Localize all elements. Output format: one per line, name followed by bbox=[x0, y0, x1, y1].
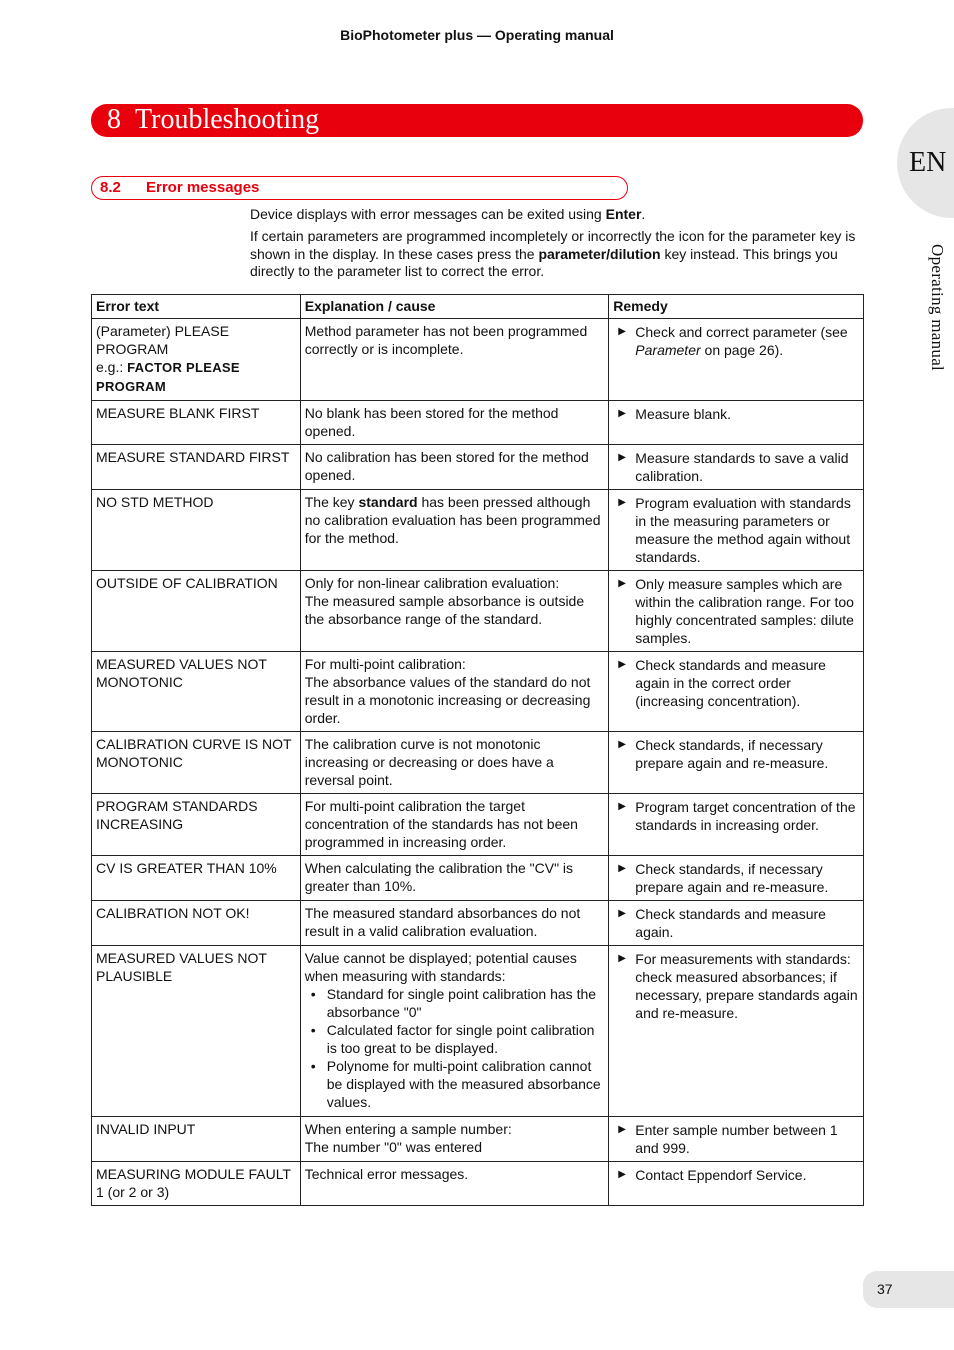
remedy-cell: ▶ Check standards and measure again. bbox=[609, 901, 864, 946]
standard-key-label: standard bbox=[358, 494, 418, 510]
table-row bbox=[92, 856, 864, 901]
example-display-text: FACTOR PLEASE PROGRAM bbox=[96, 360, 240, 394]
error-messages-table bbox=[91, 294, 864, 1206]
error-cell: NO STD METHOD bbox=[92, 490, 301, 571]
header-error-text: Error text bbox=[92, 295, 301, 319]
bullet-icon: • bbox=[310, 1022, 316, 1038]
table-row bbox=[92, 901, 864, 946]
remedy-cell: ▶ Measure standards to save a valid calibration. bbox=[609, 445, 864, 490]
header-remedy: Remedy bbox=[609, 295, 864, 319]
chapter-title-bar bbox=[91, 104, 863, 137]
table-row bbox=[92, 652, 864, 732]
remedy-cell: ▶ Only measure samples which are within the calibration range. For too highly concentrated samples: dilute samples. bbox=[609, 571, 864, 652]
enter-key-label: Enter bbox=[605, 206, 642, 222]
header-explanation: Explanation / cause bbox=[300, 295, 609, 319]
list-item: • Calculated factor for single point calibration is too great to be displayed. bbox=[310, 1022, 595, 1056]
arrow-right-icon: ▶ bbox=[618, 408, 626, 419]
explanation-cell: The measured standard absorbances do not result in a valid calibration evaluation. bbox=[300, 901, 609, 946]
section-number: 8.2 bbox=[100, 179, 121, 196]
remedy-cell: ▶ Check standards and measure again in the correct order (increasing concentration). bbox=[609, 652, 864, 732]
remedy-cell: ▶ Check standards, if necessary prepare again and re-measure. bbox=[609, 856, 864, 901]
table-row bbox=[92, 946, 864, 1117]
remedy-cell: ▶ Enter sample number between 1 and 999. bbox=[609, 1117, 864, 1162]
error-cell: MEASURE BLANK FIRST bbox=[92, 401, 301, 445]
explanation-cell: For multi-point calibration the target concentration of the standards has not been programmed in increasing order. bbox=[300, 794, 609, 856]
remedy-cell: ▶ Program target concentration of the standards in increasing order. bbox=[609, 794, 864, 856]
arrow-right-icon: ▶ bbox=[618, 1124, 626, 1135]
explanation-cell: The calibration curve is not monotonic increasing or decreasing or does have a reversal point. bbox=[300, 732, 609, 794]
error-cell: CALIBRATION NOT OK! bbox=[92, 901, 301, 946]
intro-paragraph-1: Device displays with error messages can be exited using Enter. bbox=[250, 206, 646, 222]
parameter-key-label: parameter/dilution bbox=[538, 245, 661, 262]
remedy-cell: ▶ Measure blank. bbox=[609, 401, 864, 445]
table-row bbox=[92, 401, 864, 445]
table-row bbox=[92, 490, 864, 571]
language-tab-label: EN bbox=[909, 147, 947, 178]
arrow-right-icon: ▶ bbox=[618, 953, 626, 964]
chapter-title: Troubleshooting bbox=[135, 104, 320, 135]
table-row bbox=[92, 732, 864, 794]
bullet-icon: • bbox=[310, 1058, 316, 1074]
arrow-right-icon: ▶ bbox=[618, 739, 626, 750]
bullet-icon: • bbox=[310, 986, 316, 1002]
section-heading bbox=[91, 176, 628, 200]
arrow-right-icon: ▶ bbox=[618, 578, 626, 589]
error-cell: MEASURED VALUES NOT PLAUSIBLE bbox=[92, 946, 301, 1117]
explanation-cell: When calculating the calibration the "CV" is greater than 10%. bbox=[300, 856, 609, 901]
list-item: • Standard for single point calibration has the absorbance "0" bbox=[310, 986, 597, 1020]
arrow-right-icon: ▶ bbox=[618, 1169, 626, 1180]
table-row bbox=[92, 319, 864, 401]
cause-list bbox=[305, 985, 605, 1111]
arrow-right-icon: ▶ bbox=[618, 659, 626, 670]
arrow-right-icon: ▶ bbox=[618, 801, 626, 812]
explanation-cell: No calibration has been stored for the method opened. bbox=[300, 445, 609, 490]
arrow-right-icon: ▶ bbox=[618, 908, 626, 919]
explanation-cell: For multi-point calibration: The absorbance values of the standard do not result in a monotonic increasing or decreasing order. bbox=[300, 652, 609, 732]
error-cell: MEASURED VALUES NOT MONOTONIC bbox=[92, 652, 301, 732]
error-cell: CALIBRATION CURVE IS NOT MONOTONIC bbox=[92, 732, 301, 794]
remedy-cell: ▶ Program evaluation with standards in the measuring parameters or measure the method again without standards. bbox=[609, 490, 864, 571]
table-row bbox=[92, 571, 864, 652]
arrow-right-icon: ▶ bbox=[618, 452, 626, 463]
section-title: Error messages bbox=[146, 179, 260, 196]
explanation-cell: The key standard has been pressed although no calibration evaluation has been programmed for the method. bbox=[300, 490, 609, 571]
explanation-cell: When entering a sample number: The number "0" was entered bbox=[300, 1117, 609, 1162]
table-row bbox=[92, 1117, 864, 1162]
explanation-cell: Method parameter has not been programmed correctly or is incomplete. bbox=[300, 319, 609, 401]
side-section-label: Operating manual bbox=[928, 244, 947, 372]
explanation-cell: No blank has been stored for the method opened. bbox=[300, 401, 609, 445]
remedy-cell: ▶ Check standards, if necessary prepare again and re-measure. bbox=[609, 732, 864, 794]
list-item: • Polynome for multi-point calibration cannot be displayed with the measured absorbance values. bbox=[310, 1058, 601, 1110]
remedy-cell: ▶ Contact Eppendorf Service. bbox=[609, 1162, 864, 1206]
explanation-cell: Technical error messages. bbox=[300, 1162, 609, 1206]
table-row bbox=[92, 1162, 864, 1206]
explanation-cell: Value cannot be displayed; potential causes when measuring with standards: • Standard for single point calibration has the absorbance "0" • Calculated factor for single point calibration is too great to be displayed. • Polynome for multi-point calibration cannot be displayed with the measured absorbance values. bbox=[300, 946, 609, 1117]
page-number: 37 bbox=[863, 1271, 954, 1308]
remedy-cell: ▶ For measurements with standards: check measured absorbances; if necessary, prepare standards again and re-measure. bbox=[609, 946, 864, 1117]
arrow-right-icon: ▶ bbox=[618, 863, 626, 874]
error-cell: CV IS GREATER THAN 10% bbox=[92, 856, 301, 901]
error-cell: MEASURE STANDARD FIRST bbox=[92, 445, 301, 490]
error-cell: INVALID INPUT bbox=[92, 1117, 301, 1162]
intro-paragraph-2: If certain parameters are programmed incompletely or incorrectly the icon for the parameter key is shown in the display. In these cases press the parameter/dilution key instead. This brings you directly to the parameter list to correct the error. bbox=[250, 228, 856, 279]
table-row bbox=[92, 445, 864, 490]
table-header-row bbox=[92, 295, 864, 319]
remedy-cell: ▶ Check and correct parameter (see Parameter on page 26). bbox=[609, 319, 864, 401]
arrow-right-icon: ▶ bbox=[618, 326, 626, 337]
error-cell: OUTSIDE OF CALIBRATION bbox=[92, 571, 301, 652]
table-row bbox=[92, 794, 864, 856]
arrow-right-icon: ▶ bbox=[618, 497, 626, 508]
error-cell: PROGRAM STANDARDS INCREASING bbox=[92, 794, 301, 856]
chapter-number: 8 bbox=[107, 104, 121, 135]
explanation-cell: Only for non-linear calibration evaluation: The measured sample absorbance is outside the absorbance range of the standard. bbox=[300, 571, 609, 652]
error-cell: MEASURING MODULE FAULT 1 (or 2 or 3) bbox=[92, 1162, 301, 1206]
error-cell: (Parameter) PLEASE PROGRAM e.g.: FACTOR PLEASE PROGRAM bbox=[92, 319, 301, 401]
running-header: BioPhotometer plus — Operating manual bbox=[340, 27, 614, 43]
